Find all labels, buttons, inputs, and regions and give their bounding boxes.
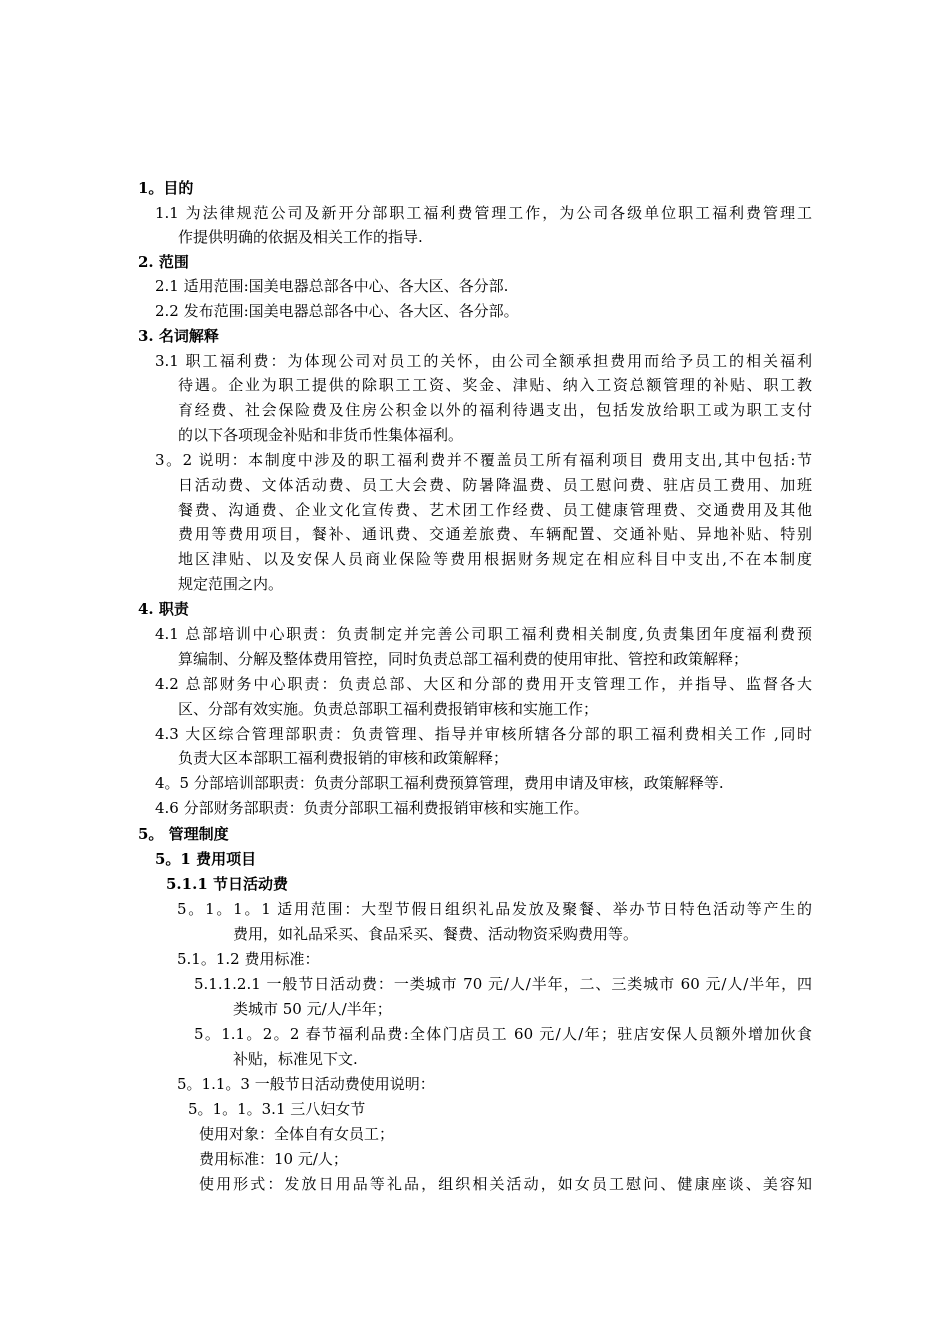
para-4-5: 4。5 分部培训部职责：负责分部职工福利费预算管理，费用申请及审核，政策解释等.	[155, 774, 724, 792]
para-3-2-line-4: 费用等费用项目，餐补、通讯费、交通差旅费、车辆配置、交通补贴、异地补贴、特别	[178, 525, 812, 543]
para-2-1: 2.1 适用范围:国美电器总部各中心、各大区、各分部.	[155, 277, 509, 295]
para-4-2-line-1: 4.2 总部财务中心职责：负责总部、大区和分部的费用开支管理工作，并指导、监督各大	[155, 675, 812, 693]
section-5-heading: 5。 管理制度	[138, 825, 229, 843]
para-1-1-line-2: 作提供明确的依据及相关工作的指导.	[178, 228, 423, 246]
para-5-1-1-2-2-line-1: 5。1.1。2。2 春节福利品费:全体门店员工 60 元/人/年；驻店安保人员额外增加伙食	[194, 1025, 812, 1043]
para-3-2-line-5: 地区津贴、以及安保人员商业保险等费用根据财务规定在相应科目中支出,不在本制度	[178, 550, 812, 568]
para-3-1-line-4: 的以下各项现金补贴和非货币性集体福利。	[178, 426, 464, 444]
usage-form: 使用形式：发放日用品等礼品，组织相关活动，如女员工慰问、健康座谈、美容知	[199, 1175, 812, 1193]
para-3-2-line-6: 规定范围之内。	[178, 575, 284, 593]
para-5-1-1-2-2-line-2: 补贴，标准见下文.	[233, 1050, 358, 1068]
para-3-1-line-1: 3.1 职工福利费：为体现公司对员工的关怀，由公司全额承担费用而给予员工的相关福利	[155, 352, 812, 370]
subsection-5-1-heading: 5。1 费用项目	[155, 850, 257, 868]
usage-target: 使用对象：全体自有女员工；	[199, 1125, 395, 1143]
para-5-1-1-2-1-line-1: 5.1.1.2.1 一般节日活动费：一类城市 70 元/人/半年，二、三类城市 60 元/人/半年，四	[194, 975, 812, 993]
para-4-1-line-1: 4.1 总部培训中心职责：负责制定并完善公司职工福利费相关制度,负责集团年度福利费预	[155, 625, 812, 643]
para-4-3-line-2: 负责大区本部职工福利费报销的审核和政策解释；	[178, 749, 509, 767]
para-5-1-1-1-line-1: 5。1。1。1 适用范围：大型节假日组织礼品发放及聚餐、举办节日特色活动等产生的	[177, 900, 812, 918]
para-3-1-line-3: 育经费、社会保险费及住房公积金以外的福利待遇支出，包括发放给职工或为职工支付	[178, 401, 812, 419]
para-3-1-line-2: 待遇。企业为职工提供的除职工工资、奖金、津贴、纳入工资总额管理的补贴、职工教	[178, 376, 812, 394]
section-1-heading: 1。目的	[138, 179, 194, 197]
para-3-2-line-2: 日活动费、文体活动费、员工大会费、防暑降温费、员工慰问费、驻店员工费用、加班	[178, 476, 812, 494]
para-5-1-1-3: 5。1.1。3 一般节日活动费使用说明：	[177, 1075, 435, 1093]
para-5-1-1-1-line-2: 费用，如礼品采买、食品采买、餐费、活动物资采购费用等。	[233, 925, 639, 943]
para-5-1-1-2: 5.1。1.2 费用标准：	[177, 950, 320, 968]
para-5-1-1-3-1: 5。1。1。3.1 三八妇女节	[188, 1100, 366, 1118]
para-4-3-line-1: 4.3 大区综合管理部职责：负责管理、指导并审核所辖各分部的职工福利费相关工作 ,同时	[155, 725, 812, 743]
para-3-2-line-3: 餐费、沟通费、企业文化宣传费、艺术团工作经费、员工健康管理费、交通费用及其他	[178, 501, 812, 519]
section-3-heading: 3. 名词解释	[138, 327, 219, 345]
para-2-2: 2.2 发布范围:国美电器总部各中心、各大区、各分部。	[155, 302, 519, 320]
para-4-2-line-2: 区、分部有效实施。负责总部职工福利费报销审核和实施工作；	[178, 700, 599, 718]
para-5-1-1-2-1-line-2: 类城市 50 元/人/半年；	[233, 1000, 392, 1018]
fee-standard: 费用标准：10 元/人；	[199, 1150, 348, 1168]
para-4-6: 4.6 分部财务部职责：负责分部职工福利费报销审核和实施工作。	[155, 799, 589, 817]
section-2-heading: 2. 范围	[138, 253, 189, 271]
para-4-1-line-2: 算编制、分解及整体费用管控，同时负责总部工福利费的使用审批、管控和政策解释；	[178, 650, 749, 668]
para-3-2-line-1: 3。2 说明：本制度中涉及的职工福利费并不覆盖员工所有福利项目 费用支出,其中包括:节	[155, 451, 812, 469]
section-4-heading: 4. 职责	[138, 600, 189, 618]
para-1-1-line-1: 1.1 为法律规范公司及新开分部职工福利费管理工作，为公司各级单位职工福利费管理工	[155, 204, 812, 222]
subsection-5-1-1-heading: 5.1.1 节日活动费	[166, 875, 288, 893]
